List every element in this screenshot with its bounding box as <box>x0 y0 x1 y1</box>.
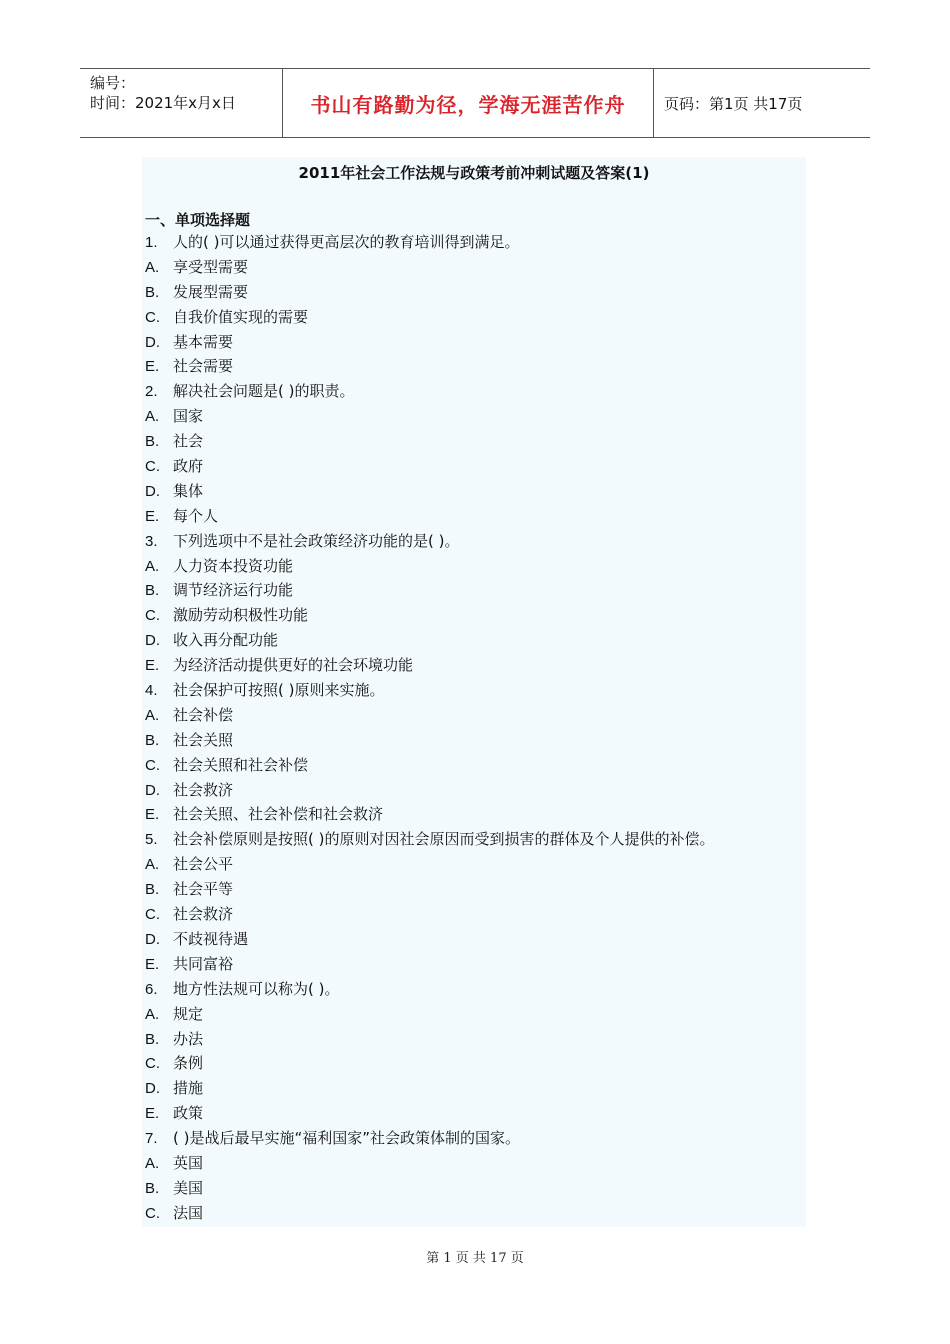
option-text: 社会 <box>173 432 204 451</box>
option-text: 社会补偿 <box>173 705 234 724</box>
option-letter: D. <box>145 333 160 351</box>
option-text: 每个人 <box>173 506 219 525</box>
option-item <box>145 330 714 355</box>
option-item <box>145 504 714 529</box>
option-letter: B. <box>145 1179 160 1197</box>
option-letter: E. <box>145 806 160 824</box>
option-text: 收入再分配功能 <box>173 631 279 650</box>
question-number: 5. <box>145 831 158 849</box>
option-letter: B. <box>145 1030 160 1048</box>
option-item <box>145 653 714 678</box>
option-item <box>145 952 714 977</box>
option-item <box>145 1002 714 1027</box>
option-item <box>145 1027 714 1052</box>
option-item <box>145 454 714 479</box>
option-item <box>145 902 714 927</box>
option-text: 自我价值实现的需要 <box>173 307 309 326</box>
option-item <box>145 1176 714 1201</box>
option-item <box>145 628 714 653</box>
option-item <box>145 1076 714 1101</box>
option-text: 集体 <box>173 481 204 500</box>
question-item <box>145 1126 714 1151</box>
option-letter: E. <box>145 358 160 376</box>
question-number: 6. <box>145 980 158 998</box>
option-item <box>145 603 714 628</box>
option-item <box>145 877 714 902</box>
option-letter: C. <box>145 308 160 326</box>
option-text: 社会救济 <box>173 780 234 799</box>
option-letter: A. <box>145 408 160 426</box>
option-text: 办法 <box>173 1029 204 1048</box>
option-text: 社会关照和社会补偿 <box>173 755 309 774</box>
question-text: 地方性法规可以称为( )。 <box>173 979 340 998</box>
option-letter: C. <box>145 1204 160 1222</box>
option-letter: B. <box>145 582 160 600</box>
option-text: 条例 <box>173 1054 204 1073</box>
option-letter: A. <box>145 557 160 575</box>
option-letter: C. <box>145 756 160 774</box>
option-item <box>145 255 714 280</box>
question-number: 7. <box>145 1130 158 1148</box>
question-text: 社会保护可按照( )原则来实施。 <box>173 681 385 700</box>
option-item <box>145 927 714 952</box>
header-slogan: 书山有路勤为径，学海无涯苦作舟 <box>282 69 654 137</box>
option-item <box>145 578 714 603</box>
option-letter: C. <box>145 458 160 476</box>
page-header <box>80 68 870 138</box>
option-letter: A. <box>145 706 160 724</box>
option-text: 社会平等 <box>173 880 234 899</box>
question-item <box>145 379 714 404</box>
question-number: 2. <box>145 383 158 401</box>
option-item <box>145 778 714 803</box>
option-text: 政策 <box>173 1104 204 1123</box>
option-item <box>145 703 714 728</box>
option-text: 社会需要 <box>173 357 234 376</box>
option-text: 美国 <box>173 1178 204 1197</box>
document-body <box>142 157 806 1227</box>
option-text: 基本需要 <box>173 332 234 351</box>
question-item <box>145 827 714 852</box>
question-item <box>145 678 714 703</box>
option-text: 激励劳动积极性功能 <box>173 606 309 625</box>
option-item <box>145 852 714 877</box>
option-text: 社会关照 <box>173 730 234 749</box>
option-item <box>145 728 714 753</box>
option-item <box>145 1151 714 1176</box>
document-title: 2011年社会工作法规与政策考前冲刺试题及答案(1) <box>298 164 650 182</box>
option-item <box>145 554 714 579</box>
option-text: 享受型需要 <box>173 257 249 276</box>
option-text: 发展型需要 <box>173 282 249 301</box>
option-item <box>145 305 714 330</box>
option-item <box>145 1201 714 1226</box>
option-item <box>145 1101 714 1126</box>
time-label: 时间：2021年x月x日 <box>90 94 236 112</box>
page-footer: 第 1 页 共 17 页 <box>426 1251 524 1266</box>
option-text: 政府 <box>173 457 204 476</box>
option-item <box>145 280 714 305</box>
header-page-info: 页码：第1页 共17页 <box>664 94 803 113</box>
option-text: 人力资本投资功能 <box>173 556 294 575</box>
option-letter: B. <box>145 283 160 301</box>
option-letter: D. <box>145 1080 160 1098</box>
option-text: 社会关照、社会补偿和社会救济 <box>173 805 384 824</box>
option-text: 社会公平 <box>173 855 234 874</box>
option-item <box>145 429 714 454</box>
option-text: 英国 <box>173 1153 204 1172</box>
option-letter: A. <box>145 1154 160 1172</box>
option-letter: D. <box>145 482 160 500</box>
option-item <box>145 1051 714 1076</box>
question-number: 4. <box>145 682 158 700</box>
option-text: 社会救济 <box>173 905 234 924</box>
option-letter: B. <box>145 731 160 749</box>
question-text: 下列选项中不是社会政策经济功能的是( )。 <box>173 531 460 550</box>
question-text: 解决社会问题是( )的职责。 <box>173 382 355 401</box>
section-title: 一、单项选择题 <box>145 211 251 229</box>
option-letter: C. <box>145 1055 160 1073</box>
option-letter: E. <box>145 1105 160 1123</box>
question-text: 社会补偿原则是按照( )的原则对因社会原因而受到损害的群体及个人提供的补偿。 <box>173 830 715 849</box>
option-letter: D. <box>145 632 160 650</box>
option-text: 法国 <box>173 1203 204 1222</box>
option-text: 措施 <box>173 1079 204 1098</box>
option-letter: A. <box>145 258 160 276</box>
question-item <box>145 977 714 1002</box>
option-item <box>145 479 714 504</box>
option-letter: B. <box>145 881 160 899</box>
header-meta <box>80 69 282 137</box>
option-letter: A. <box>145 856 160 874</box>
question-text: ( )是战后最早实施“福利国家”社会政策体制的国家。 <box>173 1129 521 1148</box>
option-text: 调节经济运行功能 <box>173 581 294 600</box>
option-letter: D. <box>145 930 160 948</box>
option-letter: E. <box>145 955 160 973</box>
question-text: 人的( )可以通过获得更高层次的教育培训得到满足。 <box>173 233 520 251</box>
option-letter: E. <box>145 657 160 675</box>
question-list <box>145 230 714 1226</box>
question-item <box>145 529 714 554</box>
option-text: 为经济活动提供更好的社会环境功能 <box>173 656 414 675</box>
option-letter: A. <box>145 1005 160 1023</box>
question-number: 3. <box>145 532 158 550</box>
option-letter: E. <box>145 507 160 525</box>
option-text: 不歧视待遇 <box>173 929 249 948</box>
option-letter: C. <box>145 906 160 924</box>
option-letter: D. <box>145 781 160 799</box>
option-text: 国家 <box>173 407 204 426</box>
number-label: 编号： <box>90 74 136 92</box>
option-item <box>145 753 714 778</box>
question-item <box>145 230 714 255</box>
option-item <box>145 404 714 429</box>
option-text: 规定 <box>173 1004 204 1023</box>
question-number: 1. <box>145 234 158 251</box>
option-item <box>145 354 714 379</box>
option-letter: B. <box>145 433 160 451</box>
option-letter: C. <box>145 607 160 625</box>
option-item <box>145 802 714 827</box>
option-text: 共同富裕 <box>173 954 234 973</box>
